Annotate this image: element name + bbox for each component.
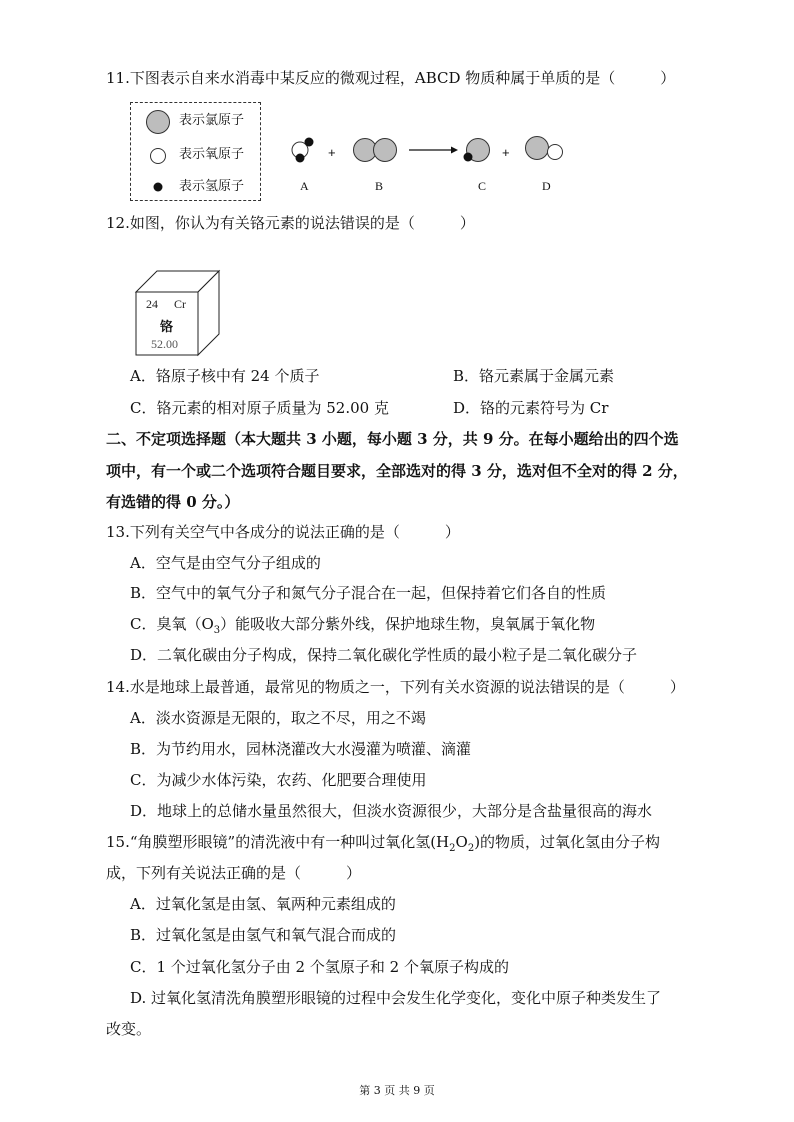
q15-option-d-line1: D. 过氧化氢清洗角膜塑形眼镜的过程中会发生化学变化，变化中原子种类发生了 xyxy=(130,989,662,1007)
label-a: A xyxy=(300,179,309,193)
plus-sign-2: + xyxy=(502,145,510,160)
q12-option-c: C．铬元素的相对原子质量为 52.00 克 xyxy=(130,399,389,417)
q14-option-b: B．为节约用水，园林浇灌改大水漫灌为喷灌、滴灌 xyxy=(130,740,472,758)
q14-stem: 14.水是地球上最普通，最常见的物质之一，下列有关水资源的说法错误的是（ ） xyxy=(106,678,685,696)
q15-option-d-line2: 改变。 xyxy=(106,1020,152,1038)
q15-stem-pre: 15.“角膜塑形眼镜”的清洗液中有一种叫过氧化氢(H xyxy=(106,833,450,851)
atom-legend xyxy=(130,102,261,201)
q14-option-d: D．地球上的总储水量虽然很大，但淡水资源很少，大部分是含盐量很高的海水 xyxy=(130,802,653,820)
q13-option-a: A．空气是由空气分子组成的 xyxy=(130,554,321,572)
h2o2-sub-2: 2 xyxy=(467,843,475,854)
element-mass: 52.00 xyxy=(151,337,178,351)
hydrogen-atom-icon xyxy=(148,178,168,198)
label-c: C xyxy=(478,179,487,193)
label-d: D xyxy=(542,179,551,193)
q15-stem-line2: 成，下列有关说法正确的是（ ） xyxy=(106,864,362,882)
q11-stem: 11.下图表示自来水消毒中某反应的微观过程，ABCD 物质种属于单质的是（ ） xyxy=(106,69,676,87)
q13-option-c-pre: C．臭氧（O xyxy=(130,615,214,633)
q15-option-c: C．1 个过氧化氢分子由 2 个氢原子和 2 个氧原子构成的 xyxy=(130,958,509,976)
chlorine-atom-icon xyxy=(145,109,171,135)
page-footer: 第 3 页 共 9 页 xyxy=(359,1084,435,1097)
q13-option-b: B．空气中的氧气分子和氮气分子混合在一起，但保持着它们各自的性质 xyxy=(130,584,607,602)
q15-stem-line1 xyxy=(106,832,660,859)
q13-stem: 13.下列有关空气中各成分的说法正确的是（ ） xyxy=(106,523,460,541)
q15-stem-post: )的物质，过氧化氢由分子构 xyxy=(474,833,661,851)
q12-option-b: B．铬元素属于金属元素 xyxy=(453,367,615,385)
label-b: B xyxy=(375,179,384,193)
ozone-subscript: 3 xyxy=(213,625,221,636)
legend-label-hydrogen: 表示氢原子 xyxy=(179,179,245,194)
q12-option-a: A．铬原子核中有 24 个质子 xyxy=(130,367,320,385)
legend-label-chlorine: 表示氯原子 xyxy=(179,113,245,128)
section2-line2: 项中，有一个或二个选项符合题目要求，全部选对的得 3 分，选对但不全对的得 2 分， xyxy=(106,462,688,480)
q14-option-c: C．为减少水体污染，农药、化肥要合理使用 xyxy=(130,771,427,789)
plus-sign-1: + xyxy=(328,145,336,160)
q13-option-c-post: ）能吸收大部分紫外线，保护地球生物，臭氧属于氧化物 xyxy=(220,615,596,633)
element-symbol: Cr xyxy=(174,297,186,311)
q14-option-a: A．淡水资源是无限的，取之不尽，用之不竭 xyxy=(130,709,426,727)
molecule-b xyxy=(354,139,397,162)
h2o2-o: O xyxy=(455,833,468,851)
molecule-d xyxy=(526,137,563,160)
element-cube xyxy=(133,268,223,358)
molecule-c xyxy=(464,139,490,162)
section2-line3: 有选错的得 0 分。） xyxy=(106,493,240,511)
q12-option-d: D．铬的元素符号为 Cr xyxy=(453,399,609,417)
q13-option-d: D．二氧化碳由分子构成，保持二氧化碳化学性质的最小粒子是二氧化碳分子 xyxy=(130,646,638,664)
legend-label-oxygen: 表示氧原子 xyxy=(179,147,245,162)
reaction-arrow xyxy=(409,147,458,154)
q12-stem: 12.如图，你认为有关铬元素的说法错误的是（ ） xyxy=(106,214,475,232)
h2o2-sub-1: 2 xyxy=(449,843,456,854)
q15-option-a: A．过氧化氢是由氢、氧两种元素组成的 xyxy=(130,895,396,913)
oxygen-atom-icon xyxy=(148,146,168,166)
section2-line1: 二、不定项选择题（本大题共 3 小题，每小题 3 分，共 9 分。在每小题给出的四个选 xyxy=(106,430,679,448)
element-number: 24 xyxy=(146,297,158,311)
element-name: 铬 xyxy=(160,320,174,335)
q15-option-b: B．过氧化氢是由氢气和氧气混合而成的 xyxy=(130,926,397,944)
molecule-a xyxy=(292,138,314,163)
q13-option-c xyxy=(130,614,595,641)
